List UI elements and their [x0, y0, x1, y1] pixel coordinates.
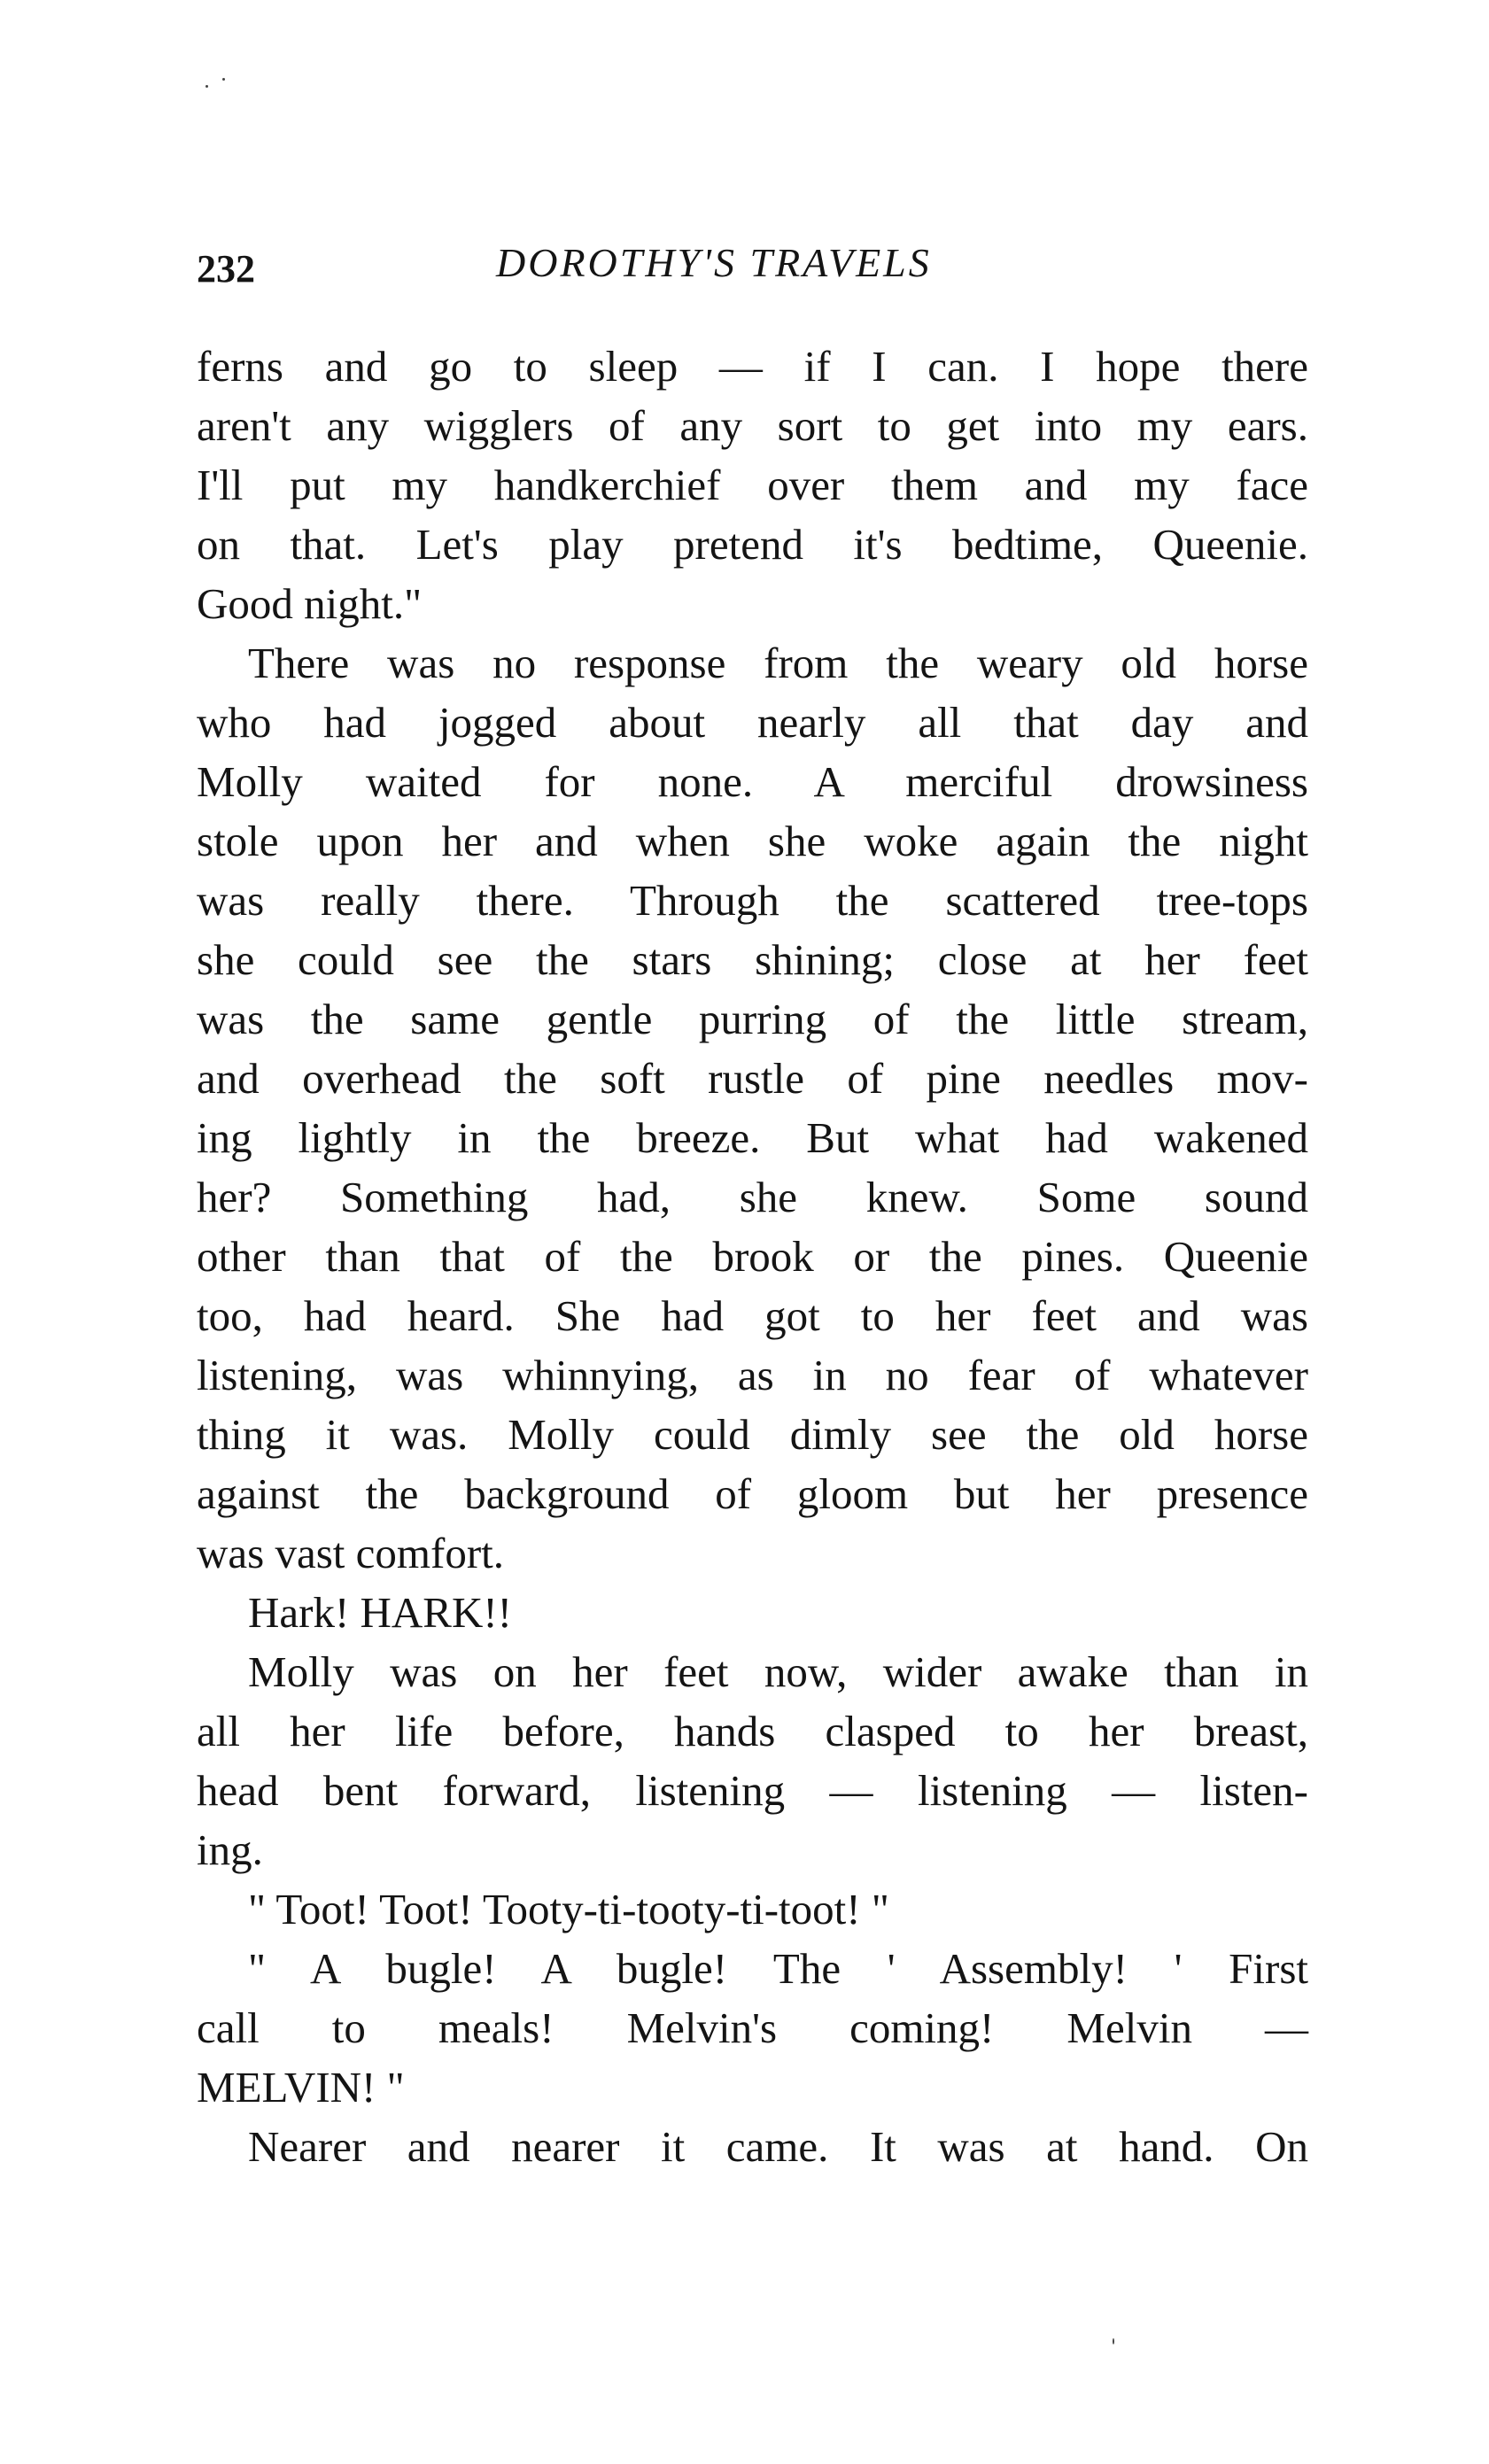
- text-line: who had jogged about nearly all that day and: [197, 698, 1308, 747]
- text-line: Molly was on her feet now, wider awake than in: [248, 1647, 1308, 1696]
- text-line: I'll put my handkerchief over them and my face: [197, 461, 1308, 509]
- print-speck: [206, 85, 208, 88]
- text-line: ferns and go to sleep — if I can. I hope there: [197, 342, 1308, 391]
- text-line: MELVIN! ": [197, 2063, 405, 2111]
- text-line: " Toot! Toot! Tooty-ti-tooty-ti-toot! ": [248, 1885, 889, 1933]
- body-text: [197, 337, 1308, 2176]
- text-line: Molly waited for none. A merciful drowsiness: [197, 757, 1308, 806]
- text-line: other than that of the brook or the pines. Queenie: [197, 1232, 1308, 1281]
- text-line: on that. Let's play pretend it's bedtime, Queenie.: [197, 520, 1308, 569]
- running-head: DOROTHY'S TRAVELS: [496, 240, 932, 285]
- text-line: and overhead the soft rustle of pine needles mov-: [197, 1054, 1308, 1103]
- text-line: stole upon her and when she woke again the night: [197, 817, 1308, 865]
- text-line: thing it was. Molly could dimly see the old horse: [197, 1410, 1308, 1459]
- text-line: ing.: [197, 1825, 263, 1874]
- text-line: was really there. Through the scattered tree-tops: [197, 876, 1308, 925]
- text-line: head bent forward, listening — listening — listen-: [197, 1766, 1308, 1815]
- text-line: Good night.": [197, 579, 423, 628]
- text-line: was the same gentle purring of the little stream,: [197, 995, 1308, 1043]
- text-line: ing lightly in the breeze. But what had wakened: [197, 1113, 1308, 1162]
- text-line: Nearer and nearer it came. It was at hand. On: [248, 2122, 1308, 2171]
- text-line: There was no response from the weary old horse: [248, 639, 1308, 687]
- text-line: she could see the stars shining; close at her feet: [197, 935, 1308, 984]
- text-line: " A bugle! A bugle! The ' Assembly! ' First: [248, 1944, 1308, 1993]
- text-line: call to meals! Melvin's coming! Melvin —: [197, 2003, 1308, 2052]
- text-line: too, had heard. She had got to her feet and was: [197, 1291, 1308, 1340]
- text-line: aren't any wigglers of any sort to get into my ears.: [197, 401, 1308, 450]
- text-line: Hark! HARK!!: [248, 1588, 512, 1637]
- print-speck: [222, 78, 225, 81]
- text-line: listening, was whinnying, as in no fear of whatever: [197, 1351, 1308, 1399]
- text-line: against the background of gloom but her presence: [197, 1469, 1308, 1518]
- page-number: 232: [197, 247, 255, 291]
- print-speck: [1113, 2338, 1114, 2344]
- page-header: [197, 239, 1308, 301]
- text-line: all her life before, hands clasped to her breast,: [197, 1707, 1308, 1755]
- text-line: was vast comfort.: [197, 1529, 504, 1577]
- text-line: her? Something had, she knew. Some sound: [197, 1173, 1308, 1221]
